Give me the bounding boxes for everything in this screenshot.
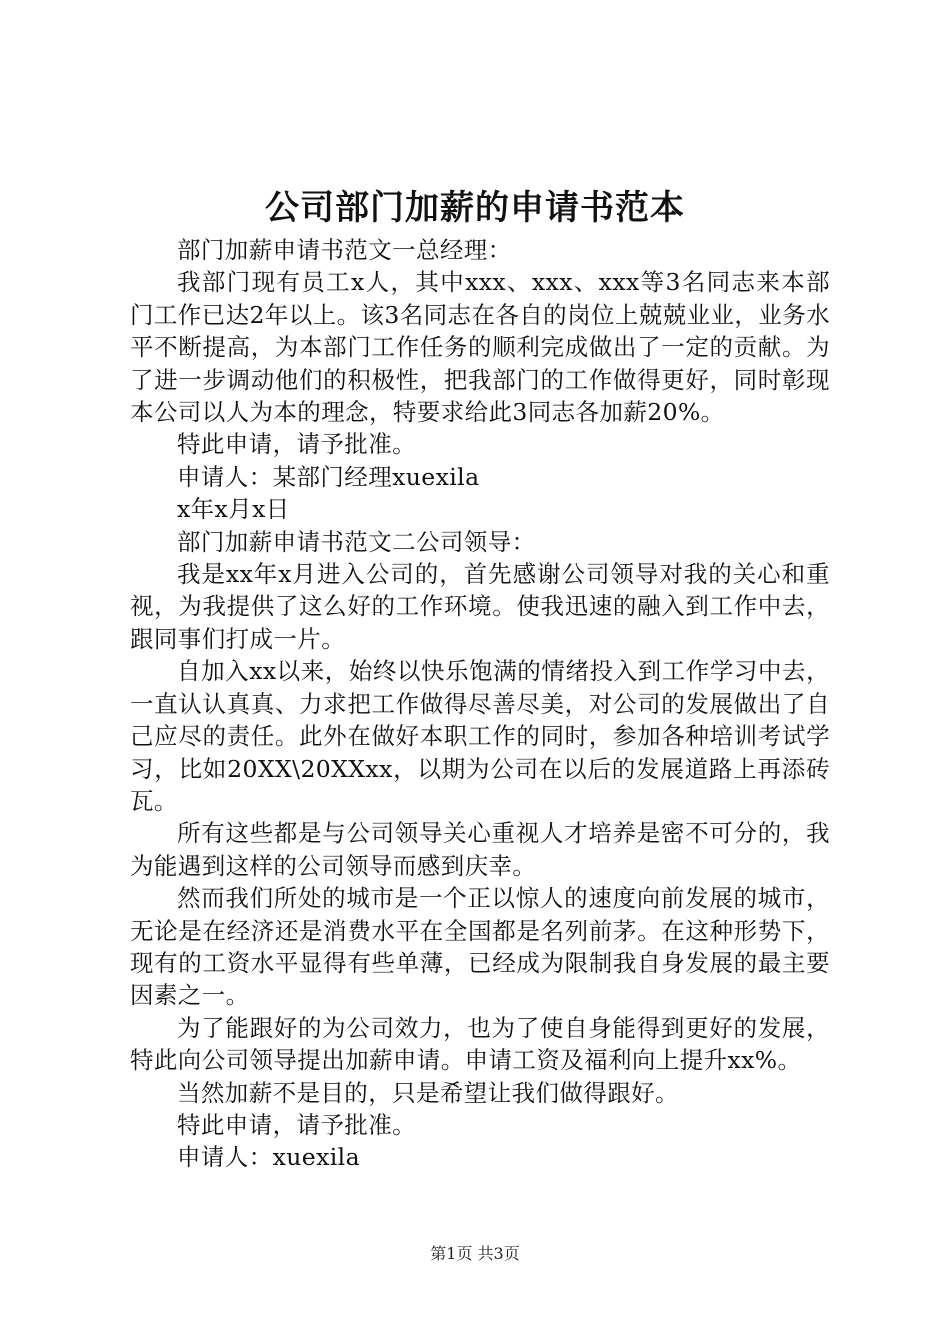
- document-title: 公司部门加薪的申请书范本: [265, 188, 685, 228]
- body-paragraph: 自加入xx以来，始终以快乐饱满的情绪投入到工作学习中去，一直认认真真、力求把工作做得尽善尽美，对公司的发展做出了自己应尽的责任。此外在做好本职工作的同时，参加各种培训考试学习，比如20XX\20XXxx，以期为公司在以后的发展道路上再添砖瓦。: [130, 657, 830, 815]
- closing-request: 特此申请，请予批准。: [177, 1110, 416, 1139]
- body-paragraph: 当然加薪不是目的，只是希望让我们做得跟好。: [177, 1078, 679, 1107]
- page-footer: 第1页 共3页: [430, 1244, 520, 1263]
- body-paragraph: 我是xx年x月进入公司的，首先感谢公司领导对我的关心和重视，为我提供了这么好的工作环境。使我迅速的融入到工作中去，跟同事们打成一片。: [130, 560, 830, 653]
- salutation-two: 部门加薪申请书范文二公司领导：: [177, 527, 536, 556]
- body-paragraph: 所有这些都是与公司领导关心重视人才培养是密不可分的，我为能遇到这样的公司领导而感到庆幸。: [130, 819, 830, 880]
- document-body: [130, 234, 830, 1174]
- closing-request: 特此申请，请予批准。: [177, 430, 416, 459]
- date-line: x年x月x日: [177, 495, 290, 524]
- applicant-line: 申请人：某部门经理xuexila: [177, 462, 480, 491]
- body-paragraph: 然而我们所处的城市是一个正以惊人的速度向前发展的城市，无论是在经济还是消费水平在全国都是名列前茅。在这种形势下，现有的工资水平显得有些单薄，已经成为限制我自身发展的最主要因素之一。: [130, 884, 830, 1010]
- body-paragraph: 为了能跟好的为公司效力，也为了使自身能得到更好的发展，特此向公司领导提出加薪申请。申请工资及福利向上提升xx%。: [130, 1013, 830, 1075]
- applicant-line: 申请人：xuexila: [177, 1143, 360, 1172]
- body-paragraph: 我部门现有员工x人，其中xxx、xxx、xxx等3名同志来本部门工作已达2年以上。该3名同志在各自的岗位上兢兢业业，业务水平不断提高，为本部门工作任务的顺利完成做出了一定的贡献。为了进一步调动他们的积极性，把我部门的工作做得更好，同时彰现本公司以人为本的理念，特要求给此3同志各加薪20%。: [130, 268, 830, 427]
- salutation-one: 部门加薪申请书范文一总经理：: [177, 236, 512, 264]
